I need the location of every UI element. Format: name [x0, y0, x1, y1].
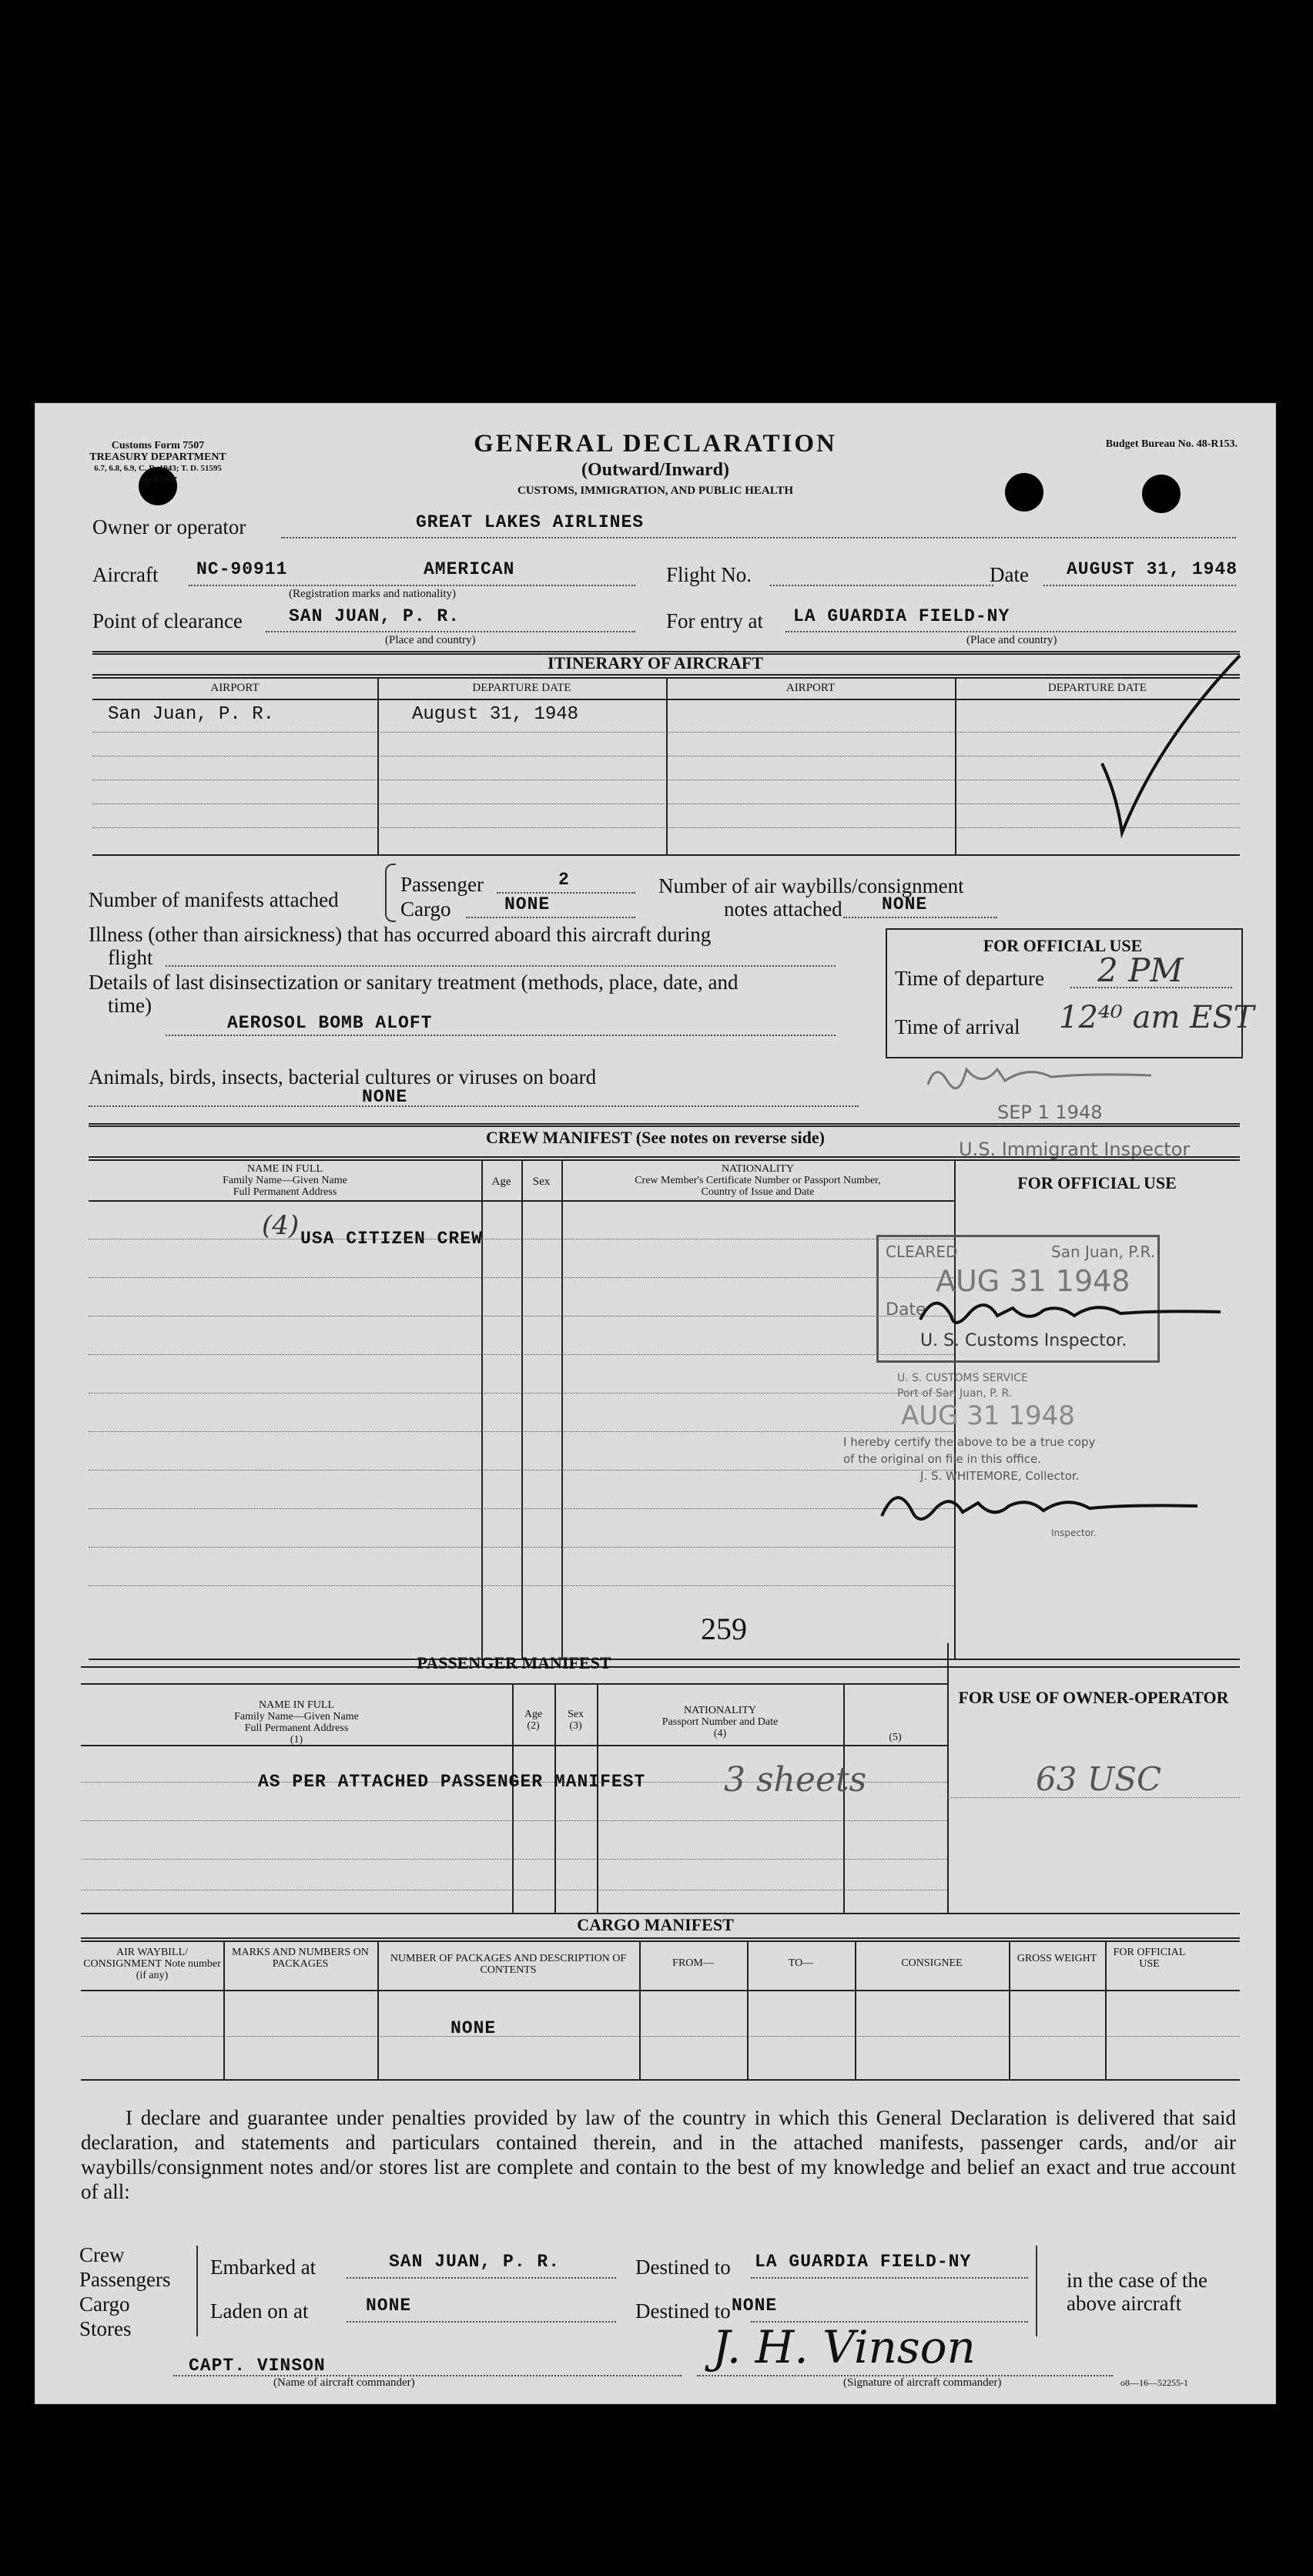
arrival-value: 12⁴⁰ am EST [1059, 1000, 1254, 1035]
disinsect-line [166, 1035, 836, 1036]
bracket [189, 2246, 198, 2336]
clearance-label: Point of clearance [92, 609, 243, 632]
header-line: (1) [290, 1734, 303, 1746]
cargo-line [466, 917, 635, 918]
header-line: NAME IN FULL [259, 1699, 334, 1711]
entry-caption: (Place and country) [966, 634, 1057, 646]
cargo-header-packages: NUMBER OF PACKAGES AND DESCRIPTION OF CONTENTS [390, 1953, 627, 1976]
rule [81, 1745, 947, 1746]
passenger-label: Passenger [400, 873, 484, 896]
rule [89, 1156, 1240, 1158]
cleared-date-label: Date [886, 1300, 926, 1320]
cargo-header-from: FROM— [672, 1957, 714, 1969]
header-line: (4) [713, 1728, 727, 1739]
rule [92, 854, 1240, 856]
case-text-2: above aircraft [1067, 2292, 1182, 2315]
cargo-header-waybill: AIR WAYBILL/ CONSIGNMENT Note number (if any) [83, 1947, 221, 1981]
header-line: Family Name—Given Name [234, 1711, 359, 1722]
header-line: Crew Member's Certificate Number or Passport Number, [635, 1175, 881, 1186]
rule [81, 2079, 1240, 2081]
animals-value: NONE [362, 1087, 408, 1107]
pax-owner-note: 63 USC [1036, 1760, 1162, 1798]
aircraft-nationality: AMERICAN [424, 559, 515, 579]
date-label: Date [990, 563, 1029, 586]
form-number: Customs Form 7507 [111, 440, 205, 451]
aircraft-label: Aircraft [92, 563, 159, 586]
inspector-signature-icon [920, 1054, 1174, 1100]
row-line [89, 1508, 954, 1509]
form-refs: 6.7, 6.8, 6.9, C. R. 1943; T. D. 51595 [94, 464, 222, 473]
row-line [92, 803, 1240, 804]
flight-label: Flight No. [666, 563, 752, 586]
commander-caption: (Name of aircraft commander) [273, 2376, 415, 2389]
header-line: Age [524, 1709, 543, 1720]
cargo-value: NONE [504, 894, 551, 914]
rule [81, 1937, 1240, 1939]
disinsect-label-2: time) [108, 994, 152, 1017]
crew-entry: USA CITIZEN CREW [300, 1229, 483, 1249]
department: TREASURY DEPARTMENT [89, 451, 226, 463]
row-line [81, 2036, 1240, 2037]
col-line [747, 1940, 749, 2079]
print-code: o8—16—52255-1 [1120, 2377, 1188, 2388]
cargo-value: NONE [451, 2018, 497, 2038]
declaration-categories [79, 2242, 170, 2341]
commander-signature: J. H. Vinson [712, 2321, 976, 2373]
header-line: Country of Issue and Date [701, 1186, 815, 1198]
row-line [947, 1797, 1240, 1798]
row-line [89, 1277, 954, 1278]
form-date: April 1947 [139, 475, 177, 485]
certify-2: of the original on file in this office. [843, 1452, 1042, 1466]
rule [92, 674, 1240, 676]
col-line [521, 1159, 523, 1659]
col-line [597, 1683, 598, 1913]
cleared-inspector: U. S. Customs Inspector. [920, 1331, 1127, 1350]
col-line [955, 677, 956, 856]
category-crew: Crew [79, 2243, 125, 2266]
cargo-header-official: FOR OFFICIAL USE [1113, 1947, 1186, 1970]
illness-label-2: flight [108, 946, 153, 969]
row-line [89, 1431, 954, 1432]
row-line [89, 1354, 954, 1355]
declaration-form [35, 403, 1276, 2404]
header-line: Passport Number and Date [662, 1716, 779, 1728]
sep-stamp: SEP 1 1948 [997, 1102, 1103, 1123]
row-line [89, 1585, 954, 1586]
form-subtitle: (Outward/Inward) [581, 460, 729, 480]
col-line [1105, 1940, 1107, 2079]
header-line: NATIONALITY [683, 1705, 757, 1716]
departure-label: Time of departure [895, 967, 1044, 990]
laden-value: NONE [366, 2296, 412, 2316]
itinerary-title: ITINERARY OF AIRCRAFT [548, 653, 763, 673]
itin-airport-1: San Juan, P. R. [108, 704, 275, 725]
destined-value: LA GUARDIA FIELD-NY [755, 2252, 972, 2272]
col-line [666, 677, 668, 856]
owner-line [281, 537, 1236, 538]
embarked-label: Embarked at [210, 2256, 317, 2279]
header-line: NATIONALITY [721, 1163, 795, 1175]
row-line [89, 1547, 954, 1548]
bracket [1036, 2246, 1045, 2336]
arrival-label: Time of arrival [895, 1015, 1020, 1038]
pax-header-age [512, 1709, 554, 1732]
waybills-value: NONE [882, 894, 928, 914]
entry-label: For entry at [666, 609, 763, 632]
header-line: Full Permanent Address [244, 1722, 349, 1734]
crew-header-age: Age [491, 1176, 511, 1188]
destined2-value: NONE [732, 2296, 778, 2316]
destined-line [751, 2277, 1028, 2279]
illness-label: Illness (other than airsickness) that has occurred aboard this aircraft during [89, 923, 712, 946]
clearance-caption: (Place and country) [385, 634, 476, 646]
certify-4: Inspector. [1051, 1528, 1097, 1538]
embarked-line [347, 2277, 616, 2279]
owner-label: Owner or operator [92, 515, 246, 538]
form-title: GENERAL DECLARATION [474, 430, 837, 458]
itin-header-date-1: DEPARTURE DATE [472, 682, 571, 694]
header-line: Sex [568, 1709, 584, 1720]
destined-label: Destined to [635, 2256, 731, 2279]
waybills-label-1: Number of air waybills/consignment [658, 874, 964, 897]
col-line [554, 1683, 556, 1913]
row-line [89, 1393, 954, 1394]
itin-header-airport-2: AIRPORT [785, 682, 836, 694]
pax-entry: AS PER ATTACHED PASSENGER MANIFEST [258, 1772, 646, 1792]
service-stamp: U. S. CUSTOMS SERVICE [897, 1372, 1028, 1384]
cleared-date: AUG 31 1948 [936, 1264, 1130, 1298]
rule [81, 1683, 947, 1685]
pax-sheets: 3 sheets [724, 1760, 867, 1800]
row-line [92, 732, 1240, 733]
crew-header-name [89, 1163, 481, 1198]
aircraft-line [189, 585, 635, 586]
commander-name: CAPT. VINSON [189, 2356, 326, 2376]
cargo-header-consignee: CONSIGNEE [901, 1957, 963, 1969]
rule [89, 1123, 1240, 1127]
rule [81, 1990, 1240, 1991]
pax-header-name [81, 1699, 512, 1746]
date-line [1043, 585, 1236, 586]
laden-line [347, 2321, 616, 2323]
flight-line [770, 585, 993, 586]
rule [81, 1940, 1240, 1942]
page-number: 259 [701, 1612, 747, 1646]
col-line [512, 1683, 514, 1913]
header-line: NAME IN FULL [247, 1163, 323, 1175]
disinsect-value: AEROSOL BOMB ALOFT [227, 1013, 433, 1033]
cargo-header-to: TO— [788, 1957, 814, 1969]
destined2-label: Destined to [635, 2299, 731, 2323]
signature-caption: (Signature of aircraft commander) [843, 2376, 1002, 2389]
animals-label: Animals, birds, insects, bacterial cultures or viruses on board [89, 1065, 597, 1088]
category-passengers: Passengers [79, 2268, 171, 2291]
rule [89, 1159, 1240, 1161]
col-line [947, 1643, 949, 1913]
passenger-line [497, 892, 635, 894]
passenger-value: 2 [558, 870, 570, 890]
cargo-title: CARGO MANIFEST [577, 1915, 734, 1934]
service-port: Port of San Juan, P. R. [897, 1387, 1013, 1400]
col-line [377, 677, 379, 856]
col-line [223, 1940, 225, 2079]
disinsect-label: Details of last disinsectization or sanitary treatment (methods, place, date, and [89, 971, 739, 994]
pax-header-owner: FOR USE OF OWNER-OPERATOR [958, 1688, 1229, 1707]
commander-line [173, 2375, 682, 2376]
owner-value: GREAT LAKES AIRLINES [416, 512, 645, 532]
pax-header-nationality [597, 1705, 843, 1739]
date-value: AUGUST 31, 1948 [1067, 559, 1238, 579]
header-line: (2) [527, 1720, 540, 1732]
waybills-label-2: notes attached [724, 897, 842, 921]
col-line [855, 1940, 856, 2079]
crew-count: (4) [262, 1210, 300, 1241]
illness-line [166, 965, 836, 967]
pax-header-sex [554, 1709, 597, 1732]
cleared-stamp-text: CLEARED [886, 1243, 958, 1261]
certify-1: I hereby certify the above to be a true copy [843, 1435, 1096, 1449]
category-cargo: Cargo [79, 2293, 130, 2316]
departure-value: 2 PM [1097, 951, 1184, 989]
animals-line [89, 1105, 859, 1107]
declaration-text: I declare and guarantee under penalties provided by law of the country in which this General Declaration is delivered that said declaration, and statements and particulars contained therein, and in the attached manifests, passenger cards, and/or air waybills/consignment notes and/or stores list are complete and contain to the best of my knowledge and belief an exact and true account of all: [81, 2106, 1236, 2203]
cleared-stamp-place: San Juan, P.R. [1051, 1243, 1156, 1261]
cargo-header-weight: GROSS WEIGHT [1017, 1953, 1097, 1964]
pax-header-5: (5) [889, 1732, 902, 1743]
itin-date-1: August 31, 1948 [412, 704, 579, 725]
aircraft-caption: (Registration marks and nationality) [289, 588, 457, 600]
header-line: Full Permanent Address [233, 1186, 337, 1198]
col-line [639, 1940, 641, 2079]
aircraft-registration: NC-90911 [196, 559, 288, 579]
crew-header-nationality [561, 1163, 954, 1198]
clearance-value: SAN JUAN, P. R. [289, 606, 461, 626]
col-line [377, 1940, 379, 2079]
col-line [1009, 1940, 1010, 2079]
certify-3: J. S. WHITEMORE, Collector. [920, 1469, 1080, 1483]
row-line [81, 1859, 947, 1860]
case-text-1: in the case of the [1067, 2269, 1207, 2292]
crew-header-sex: Sex [532, 1176, 551, 1188]
passenger-title: PASSENGER MANIFEST [417, 1653, 611, 1672]
crew-title: CREW MANIFEST (See notes on reverse side) [486, 1128, 825, 1147]
form-subtitle-2: CUSTOMS, IMMIGRATION, AND PUBLIC HEALTH [517, 485, 794, 497]
collector-signature-icon [866, 1481, 1205, 1539]
embarked-value: SAN JUAN, P. R. [389, 2252, 561, 2272]
immigrant-stamp: U.S. Immigrant Inspector [959, 1139, 1191, 1160]
entry-line [785, 631, 1236, 632]
entry-value: LA GUARDIA FIELD-NY [793, 606, 1010, 626]
cargo-label: Cargo [400, 897, 451, 921]
check-mark-icon [1097, 648, 1244, 840]
col-line [561, 1159, 563, 1659]
service-date: AUG 31 1948 [901, 1400, 1075, 1431]
itin-header-airport-1: AIRPORT [210, 682, 260, 694]
clearance-line [266, 631, 635, 632]
official-title: FOR OFFICIAL USE [983, 936, 1143, 955]
row-line [81, 1820, 947, 1821]
budget-bureau: Budget Bureau No. 48-R153. [1105, 438, 1238, 450]
itin-header-date-2: DEPARTURE DATE [1047, 682, 1147, 694]
cargo-header-marks: MARKS AND NUMBERS ON PACKAGES [232, 1947, 369, 1970]
row-line [89, 1316, 954, 1317]
bracket [385, 864, 396, 922]
crew-header-official: FOR OFFICIAL USE [1017, 1173, 1177, 1192]
rule [81, 1913, 1240, 1914]
waybills-line [843, 917, 997, 918]
laden-label: Laden on at [210, 2299, 309, 2323]
category-stores: Stores [79, 2317, 132, 2340]
header-line: Family Name—Given Name [223, 1175, 347, 1186]
row-line [89, 1470, 954, 1471]
manifests-label: Number of manifests attached [89, 888, 339, 911]
row-line [92, 827, 1240, 828]
header-line: (3) [569, 1720, 582, 1732]
